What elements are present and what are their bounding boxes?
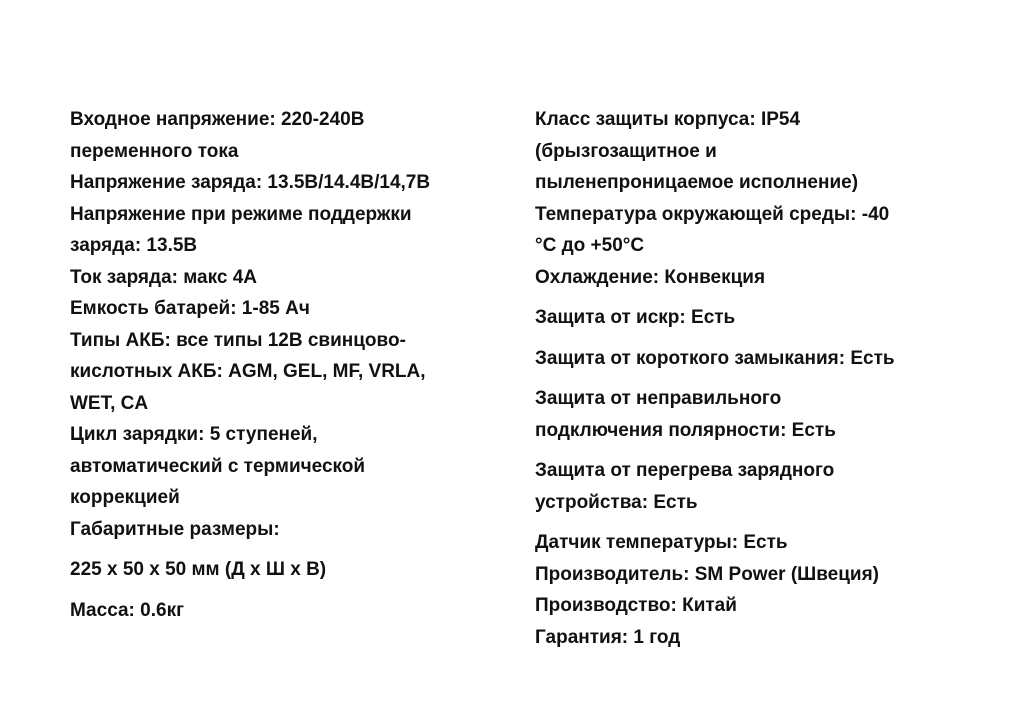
spec-line-ambient-temp-cont: °С до +50°С	[535, 235, 645, 256]
spec-line-overheat-protection-cont: устройства: Есть	[535, 491, 698, 513]
spec-line-dimensions-label: Габаритные размеры:	[70, 518, 280, 540]
spec-line-polarity-protection: Защита от неправильного	[535, 388, 782, 409]
spec-line-ip-class-cont: (брызгозащитное и	[535, 140, 717, 162]
specs-right-column	[535, 104, 965, 653]
spec-line-charge-voltage: Напряжение заряда: 13.5В/14.4В/14,7В	[70, 172, 431, 193]
spec-line-polarity-protection-cont: подключения полярности: Есть	[535, 419, 836, 441]
spec-line-charge-cycle-cont2: коррекцией	[70, 487, 180, 508]
spec-line-manufacturer: Производитель: SM Power (Швеция)	[535, 563, 880, 585]
spec-line-cooling: Охлаждение: Конвекция	[535, 266, 766, 288]
spec-line-float-voltage: Напряжение при режиме поддержки	[70, 203, 412, 225]
spec-line-charge-cycle-cont: автоматический с термической	[70, 455, 366, 477]
spec-line-warranty: Гарантия: 1 год	[535, 626, 681, 648]
spec-line-ambient-temp: Температура окружающей среды: -40	[535, 203, 890, 225]
spec-line-overheat-protection: Защита от перегрева зарядного	[535, 460, 835, 481]
spec-line-temp-sensor: Датчик температуры: Есть	[535, 532, 788, 553]
specs-left-column	[70, 104, 500, 626]
spec-line-input-voltage: Входное напряжение: 220-240В	[70, 109, 365, 130]
spec-line-charge-current: Ток заряда: макс 4А	[70, 266, 258, 288]
spec-line-weight: Масса: 0.6кг	[70, 599, 184, 621]
spec-line-spark-protection: Защита от искр: Есть	[535, 307, 736, 328]
spec-line-production-country: Производство: Китай	[535, 595, 737, 616]
spec-line-charge-cycle: Цикл зарядки: 5 ступеней,	[70, 424, 318, 445]
spec-line-input-voltage-cont: переменного тока	[70, 140, 239, 162]
spec-line-ip-class-cont2: пыленепроницаемое исполнение)	[535, 172, 859, 193]
spec-line-dimensions-value: 225 х 50 х 50 мм (Д х Ш х В)	[70, 559, 327, 580]
spec-line-battery-types-cont: кислотных АКБ: AGM, GEL, MF, VRLA,	[70, 361, 426, 382]
spec-line-ip-class: Класс защиты корпуса: IP54	[535, 109, 801, 130]
spec-line-short-circuit-protection: Защита от короткого замыкания: Есть	[535, 347, 895, 369]
spec-line-battery-types: Типы АКБ: все типы 12В свинцово-	[70, 329, 406, 351]
spec-line-float-voltage-cont: заряда: 13.5В	[70, 235, 198, 256]
spec-line-battery-capacity: Емкость батарей: 1-85 Ач	[70, 298, 310, 319]
spec-line-battery-types-cont2: WET, CA	[70, 392, 149, 414]
